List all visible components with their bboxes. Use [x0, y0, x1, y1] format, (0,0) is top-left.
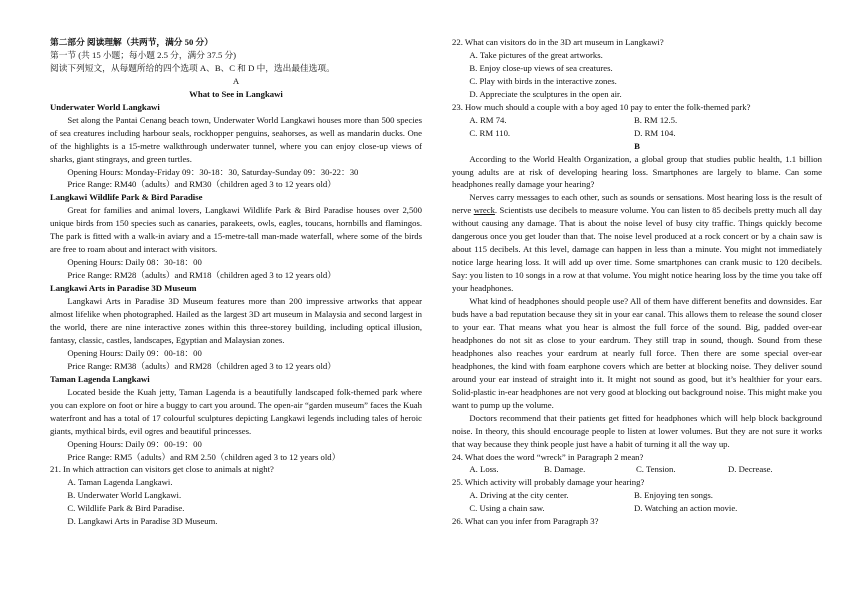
passage-title: What to See in Langkawi	[189, 88, 283, 99]
attraction-description: Located beside the Kuah jetty, Taman Lagenda is a beautifully landscaped folk-themed park where you can explore on foot or hire a buggy to cart you around. The open-air “garden museum” faces the Kuah waterfront and has a total of 17 colourful sculptures depicting Langkawi legends including tales of heroic giants, mythical birds, evil ogres and beautiful princesses.	[50, 386, 422, 436]
option-b: B. Damage.	[543, 464, 586, 475]
price-range: Price Range: RM5（adults）and RM 2.50（children aged 3 to 12 years old）	[67, 451, 341, 462]
question-stem: 26. What can you infer from Paragraph 3?	[452, 516, 599, 527]
option-a: A. Driving at the city center.	[469, 490, 569, 501]
passage-label-b: B	[634, 140, 640, 151]
opening-hours: Opening Hours: Daily 08：30-18：00	[67, 257, 202, 268]
option-d: D. Langkawi Arts in Paradise 3D Museum.	[67, 516, 218, 527]
options-row	[452, 463, 822, 476]
option-c: C. Wildlife Park & Bird Paradise.	[67, 503, 185, 514]
attraction-name: Langkawi Wildlife Park & Bird Paradise	[50, 192, 203, 203]
options-row	[452, 502, 822, 515]
question-stem: 25. Which activity will probably damage your hearing?	[452, 477, 645, 488]
paragraph-2	[452, 191, 822, 295]
underlined-word: wreck	[473, 205, 495, 216]
option-b: B. Enjoy close-up views of sea creatures.	[469, 62, 613, 73]
question-stem: 23. How much should a couple with a boy aged 10 pay to enter the folk-themed park?	[452, 101, 751, 112]
passage-label-a: A	[232, 75, 240, 86]
option-a: A. Loss.	[469, 464, 499, 475]
options-row	[452, 127, 822, 140]
option-d: D. Decrease.	[727, 464, 773, 475]
options-row	[452, 114, 822, 127]
price-range: Price Range: RM40（adults）and RM30（children aged 3 to 12 years old）	[67, 179, 336, 190]
price-range: Price Range: RM38（adults）and RM28（children aged 3 to 12 years old）	[67, 360, 336, 371]
attraction-name: Langkawi Arts in Paradise 3D Museum	[50, 283, 197, 294]
attraction-description: Langkawi Arts in Paradise 3D Museum features more than 200 impressive artworks that appear almost lifelike when photographed. Hailed as the largest 3D art museum in Malaysia and second largest in the world, there are nine interactive zones within this three-storey building, including optical illusion, fantasy, classic, castles, landscapes, Egyptian and Malaysian zones.	[50, 296, 422, 345]
option-a: A. RM 74.	[469, 114, 507, 125]
instructions: 阅读下列短文，从每题所给的四个选项 A、B、C 和 D 中，选出最佳选项。	[50, 62, 335, 73]
opening-hours: Opening Hours: Daily 09：00-19：00	[67, 438, 202, 449]
question-22	[452, 36, 822, 101]
opening-hours: Opening Hours: Daily 09：00-18：00	[67, 347, 202, 358]
option-d: D. Appreciate the sculptures in the open air.	[469, 88, 622, 99]
price-range: Price Range: RM28（adults）and RM18（children aged 3 to 12 years old）	[67, 270, 336, 281]
question-23	[452, 101, 822, 140]
opening-hours: Opening Hours: Monday-Friday 09：30-18：30, Saturday-Sunday 09：30-22：30	[67, 166, 359, 177]
option-d: D. RM 104.	[633, 127, 676, 138]
question-24	[452, 451, 822, 477]
question-stem: 24. What does the word “wreck” in Paragraph 2 mean?	[452, 451, 644, 462]
attraction-3d-museum	[50, 282, 422, 373]
option-c: C. Using a chain saw.	[469, 503, 545, 514]
question-25	[452, 476, 822, 515]
attraction-underwater-world	[50, 101, 422, 192]
right-column	[452, 36, 822, 528]
options-row	[452, 489, 822, 502]
attraction-taman-lagenda	[50, 373, 422, 464]
attraction-name: Underwater World Langkawi	[50, 101, 160, 112]
option-c: C. RM 110.	[469, 127, 511, 138]
left-column	[50, 36, 422, 528]
paragraph-1: According to the World Health Organization, a global group that studies public health, 1.1 billion young adults are at risk of developing hearing loss. Smartphones are largely to blame. Can some headphones really damage your hearing?	[452, 153, 822, 190]
attraction-description: Set along the Pantai Cenang beach town, Underwater World Langkawi houses more than 500 species of sea creatures including harbour seals, rockhopper penguins, seahorses, as well as mandarin ducks. One of the highlights is a 15-metre walkthrough underwater tunnel, where you can enjoy close-up views of sharks, giant stingrays, and green turtles.	[50, 114, 422, 164]
option-c: C. Play with birds in the interactive zones.	[469, 75, 617, 86]
paragraph-4: Doctors recommend that their patients get fitted for headphones which will help block background noise. In theory, this should encourage people to listen at lower volumes. But they are not sure it works that way because they think people just have a habit of turning it all the way up.	[452, 412, 822, 449]
attraction-description: Great for families and animal lovers, Langkawi Wildlife Park & Bird Paradise houses over 2,500 unique birds from 150 species such as canaries, parakeets, owls, eagles, toucans, hornbills and flamingos. The park is fitted with a walk-in aviary and a 15-metre-tall man-made waterfall, where some of the birds are free to roam about and interact with visitors.	[50, 205, 422, 255]
option-b: B. Enjoying ten songs.	[633, 490, 713, 501]
option-b: B. Underwater World Langkawi.	[67, 490, 182, 501]
question-26	[452, 515, 822, 528]
option-a: A. Take pictures of the great artworks.	[469, 49, 603, 60]
question-21	[50, 463, 422, 528]
paragraph-2-text: Nerves carry messages to each other, such as sounds or sensations. Most hearing loss is the result of nerve	[452, 192, 822, 216]
option-b: B. RM 12.5.	[633, 114, 678, 125]
attraction-name: Taman Lagenda Langkawi	[50, 373, 150, 384]
paragraph-2-text: . Scientists use decibels to measure volume. You can listen to 85 decibels pretty much all day without causing any damage. That is about the noise level of busy city traffic. Things quickly become dangerous once you get louder than that. The noise level produced at a rock concert or by a chain saw is about 115 decibels. At this level, damage can happen in less than a minute. You might not immediately notice large hearing loss. It will add up over time. Some smartphones can crank music to 120 decibels. Say: you listen to 10 songs in a row at that volume. You might notice hearing loss by the time you take off your headphones.	[452, 205, 822, 294]
attraction-wildlife-park	[50, 191, 422, 282]
question-stem: 22. What can visitors do in the 3D art museum in Langkawi?	[452, 37, 664, 47]
option-d: D. Watching an action movie.	[633, 503, 738, 514]
subsection-title: 第一节 (共 15 小题；每小题 2.5 分，满分 37.5 分)	[50, 49, 237, 60]
question-stem: 21. In which attraction can visitors get close to animals at night?	[50, 464, 274, 475]
section-title: 第二部分 阅读理解（共两节，满分 50 分）	[50, 37, 213, 47]
paragraph-3: What kind of headphones should people use? All of them have different benefits and downsides. Ear buds have a bad reputation because they sit in your ear canal. This allows them to release the sound closer to your ear. That means what you hear is almost the full force of the sound. Big, padded over-ear headphones do not sit as close to your eardrum. They still trap in sound, though. Sound from these headphones also reaches your eardrum at nearly full force. Then there are some special over-ear headphones, the kind with foam earphone covers which are better at blocking noise. They deliver sound around your ear instead of straight into it. It might not sound as good, but it’s healthier for your ears. Solid-plastic in-ear headphones are not very good at blocking out background noise. This might make you want to pump up the volume.	[452, 296, 822, 410]
option-c: C. Tension.	[635, 464, 676, 475]
option-a: A. Taman Lagenda Langkawi.	[67, 477, 173, 488]
